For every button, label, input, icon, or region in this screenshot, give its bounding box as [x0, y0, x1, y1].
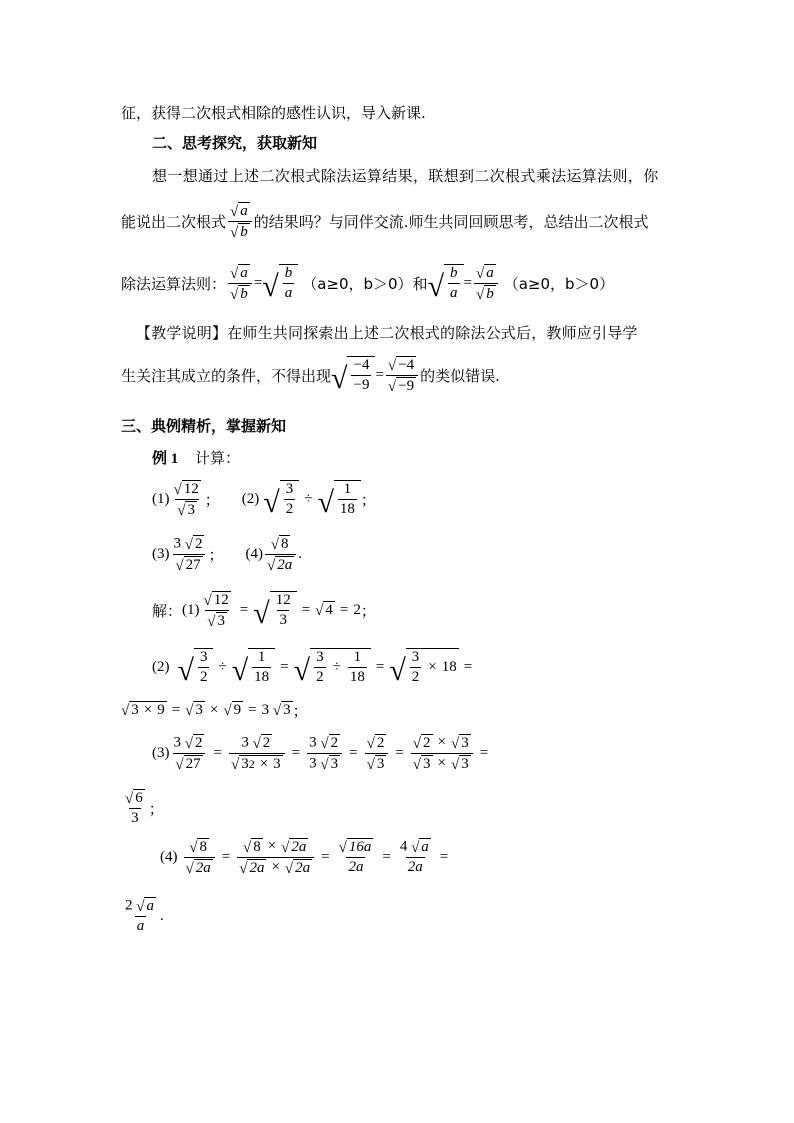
solution-3-line1 — [152, 730, 493, 776]
equals-sign: = — [248, 701, 257, 718]
solution-2-product: √ $\frac{3}{2}$ × 18 — [389, 649, 457, 687]
solution-3-step5: √ 2 × √ 3 √ 3 × √ 3 — [411, 734, 473, 773]
solution-label: 解： — [152, 603, 183, 620]
solution-1-label: (1) — [182, 601, 200, 618]
equals-sign: = — [375, 658, 385, 675]
semicolon: ； — [360, 603, 376, 620]
rule2-rhs-fraction: √ a √ b — [474, 264, 498, 303]
problem-1-expression: √ 12 √ 3 — [173, 480, 199, 519]
solution-1-sqrt-4: √ 4 — [315, 602, 333, 619]
teaching-note-line2 — [121, 352, 500, 398]
rule-label: 除法运算法则： — [121, 274, 227, 293]
semicolon: ； — [204, 492, 220, 509]
equals-sign: = — [239, 601, 249, 618]
solution-1 — [152, 587, 376, 633]
paragraph-think-line2 — [121, 198, 649, 244]
problems-row-2 — [152, 531, 302, 577]
equals-sign: = — [375, 366, 384, 383]
semicolon: ； — [360, 492, 376, 509]
solution-3-result: √ 6 3 — [125, 790, 143, 826]
solution-1-fraction: √ 12 √ 3 — [203, 591, 229, 630]
solution-3-step3: 3 √ 2 3 √ 3 — [307, 734, 342, 773]
semicolon: ； — [292, 703, 308, 720]
teaching-note-line2-end: 的类似错误. — [420, 366, 500, 385]
solution-4-step2: √ 8 × √ 2a √ 2a × √ 2a — [237, 838, 314, 877]
fraction-sqrt-a-over-sqrt-b: √ a √ b — [228, 202, 252, 241]
equals-sign: = — [479, 744, 489, 761]
sqrt-3-result: √ 3 — [272, 702, 291, 719]
solution-3-step1: 3 √ 2 √ 27 — [172, 734, 207, 773]
problems-row-1 — [152, 476, 376, 522]
teaching-note-text: 在师生共同探索出上述二次根式的除法公式后，教师应引导学 — [227, 324, 638, 342]
sqrt-3: √ 3 — [185, 702, 203, 719]
divide-sign: ÷ — [218, 658, 227, 675]
solution-3-step2: 3 √ 2 √ 3 2 × 3 — [229, 734, 285, 773]
teaching-note-label: 【教学说明】 — [136, 324, 228, 342]
problem-4-expression: √ 8 √ 2a — [265, 535, 296, 574]
solution-3-label: (3) — [152, 744, 170, 761]
solution-4-step3: √ 16a 2a — [338, 839, 372, 875]
example-instruction: 计算： — [195, 449, 241, 467]
solution-2-line2 — [121, 697, 308, 723]
equals-sign: = — [291, 744, 301, 761]
equals-sign: = — [171, 701, 181, 718]
solution-2-combined: √ $\frac{3}{2}$ ÷ $\frac{1}{18}$ — [294, 648, 371, 686]
semicolon: ； — [148, 801, 164, 818]
sqrt-3-times-9: √ 3 × 9 — [121, 702, 165, 719]
equals-sign: = — [321, 848, 330, 865]
equals-sign: = — [463, 274, 472, 291]
problem-3-expression: 3 √ 2 √ 27 — [172, 535, 207, 574]
equals-sign: = — [221, 848, 231, 865]
teaching-note-line2-start: 生关注其成立的条件，不得出现 — [121, 366, 332, 385]
equals-sign: = — [253, 274, 263, 291]
solution-1-sqrt-fraction: √ $\frac{12}{3}$ — [253, 591, 296, 629]
condition-1: （a≥0，b＞0）和 — [302, 274, 428, 293]
equals-sign: = — [301, 601, 311, 618]
solution-4-step4: 4 √ a 2a — [399, 838, 429, 875]
rule2-lhs-sqrt-fraction: √ $\frac{b}{a}$ — [428, 264, 464, 302]
equals-sign: = — [439, 848, 449, 865]
example-label: 例 1 — [152, 451, 179, 467]
sqrt-9: √ 9 — [223, 702, 242, 719]
problem-2-label: (2) — [241, 490, 260, 507]
problem-2-sqrt-3-over-2: √ $\frac{3}{2}$ — [263, 480, 299, 518]
times-sign: × — [209, 701, 219, 718]
think-line2-end: 的结果吗？与同伴交流.师生共同回顾思考，总结出二次根式 — [253, 212, 649, 231]
rule-lhs-fraction: √ a √ b — [228, 264, 252, 303]
solution-4-line1 — [160, 834, 453, 880]
section-heading-3: 三、典例精析，掌握新知 — [121, 417, 287, 435]
condition-2: （a≥0，b＞0） — [503, 274, 615, 293]
problem-4-label: (4) — [245, 545, 263, 562]
solution-1-result: 2 — [353, 601, 361, 618]
solution-3-step4: √ 2 √ 3 — [365, 734, 389, 773]
solution-4-line2 — [121, 893, 164, 939]
solution-2-term-a: √ $\frac{3}{2}$ — [178, 648, 214, 686]
equals-sign: = — [395, 744, 404, 761]
equals-sign: = — [463, 658, 473, 675]
solution-4-step1: √ 8 √ 2a — [184, 838, 215, 877]
divide-sign: ÷ — [304, 490, 313, 507]
paragraph-think-line1: 想一想通过上述二次根式除法运算结果，联想到二次根式乘法运算法则，你 — [152, 167, 659, 185]
solution-2-line1 — [152, 643, 477, 691]
wrong-example-lhs: √ $\frac{-4}{-9}$ — [331, 356, 375, 394]
example-1-title — [152, 447, 240, 468]
section-heading-2: 二、思考探究，获取新知 — [152, 134, 318, 152]
equals-sign: = — [280, 658, 289, 675]
equals-sign: = — [349, 744, 358, 761]
paragraph-intro-end: 征，获得二次根式相除的感性认识，导入新课. — [121, 104, 426, 122]
equals-sign: = — [339, 601, 349, 618]
coefficient-3: 3 — [261, 701, 270, 718]
solution-3-line2 — [121, 785, 164, 831]
solution-2-label: (2) — [152, 658, 170, 675]
equals-sign: = — [382, 848, 391, 865]
wrong-example-rhs: √ −4 √ −9 — [386, 356, 418, 395]
solution-2-term-b: √ $\frac{1}{18}$ — [232, 648, 275, 686]
period: . — [298, 545, 302, 562]
solution-4-label: (4) — [160, 848, 178, 865]
problem-1-label: (1) — [152, 490, 170, 507]
problem-2-sqrt-1-over-18: √ $\frac{1}{18}$ — [317, 480, 360, 518]
semicolon: ； — [208, 547, 224, 564]
period: . — [159, 907, 164, 924]
solution-4-result: 2 √ a a — [125, 897, 154, 934]
division-rule-line — [121, 260, 614, 306]
rule-rhs-sqrt-fraction: √ $\frac{b}{a}$ — [262, 264, 298, 302]
problem-3-label: (3) — [152, 545, 170, 562]
equals-sign: = — [213, 744, 222, 761]
think-line2-start: 能说出二次根式 — [121, 212, 227, 231]
teaching-note-line1 — [136, 322, 638, 343]
